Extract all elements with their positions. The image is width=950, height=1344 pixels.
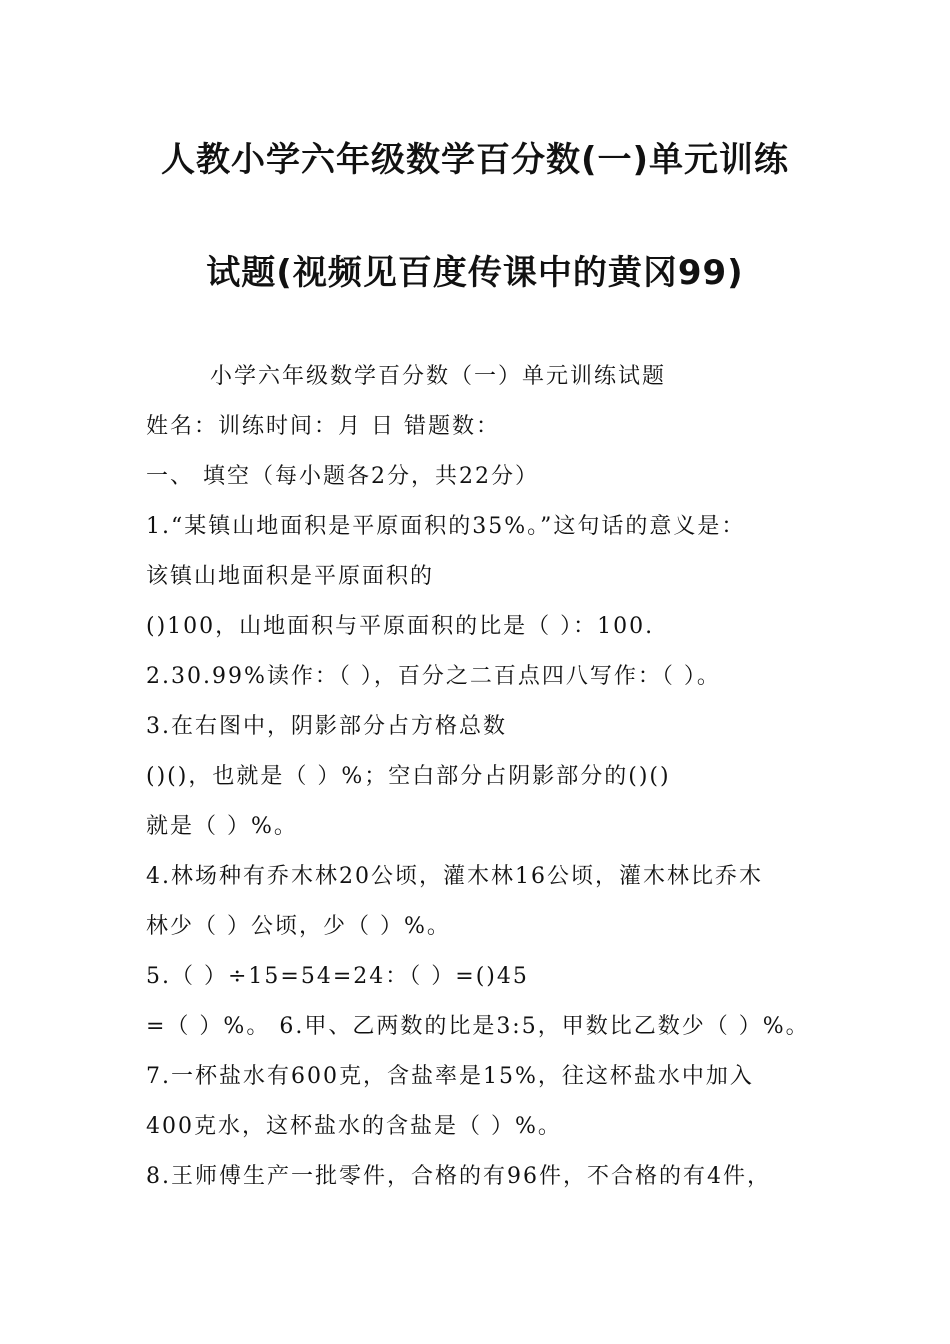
document-title-line-1: 人教小学六年级数学百分数(一)单元训练 — [160, 140, 790, 180]
question-line: 1.“某镇山地面积是平原面积的35%。”这句话的意义是： — [146, 514, 746, 539]
question-line: 400克水，这杯盐水的含盐是（ ）%。 — [146, 1114, 562, 1139]
question-line: 就是（ ）%。 — [146, 814, 298, 839]
student-info-line: 姓名：训练时间：月 日 错题数： — [146, 414, 500, 439]
section-heading: 一、 填空（每小题各2分，共22分） — [146, 464, 539, 489]
question-line: ()()，也就是（ ）%；空白部分占阴影部分的()() — [146, 764, 671, 789]
question-line: 3.在右图中，阴影部分占方格总数 — [146, 714, 507, 739]
question-line: 该镇山地面积是平原面积的 — [146, 564, 435, 589]
question-line: 5.（ ）÷15=54=24：（ ）=()45 — [146, 964, 529, 989]
question-line: 4.林场种有乔木林20公顷，灌木林16公顷，灌木林比乔木 — [146, 864, 763, 889]
worksheet-subtitle: 小学六年级数学百分数（一）单元训练试题 — [210, 364, 667, 389]
question-line: 7.一杯盐水有600克，含盐率是15%，往这杯盐水中加入 — [146, 1064, 754, 1089]
document-title-line-2: 试题(视频见百度传课中的黄冈99) — [206, 253, 744, 293]
question-line: 8.王师傅生产一批零件，合格的有96件，不合格的有4件， — [146, 1164, 771, 1189]
question-line: =（ ）%。 6.甲、乙两数的比是3:5，甲数比乙数少（ ）%。 — [146, 1014, 810, 1039]
question-line: 林少（ ）公顷，少（ ）%。 — [146, 914, 451, 939]
question-line: ()100，山地面积与平原面积的比是（ ）：100. — [146, 614, 655, 639]
question-line: 2.30.99%读作：（ ），百分之二百点四八写作：（ ）。 — [146, 664, 721, 689]
